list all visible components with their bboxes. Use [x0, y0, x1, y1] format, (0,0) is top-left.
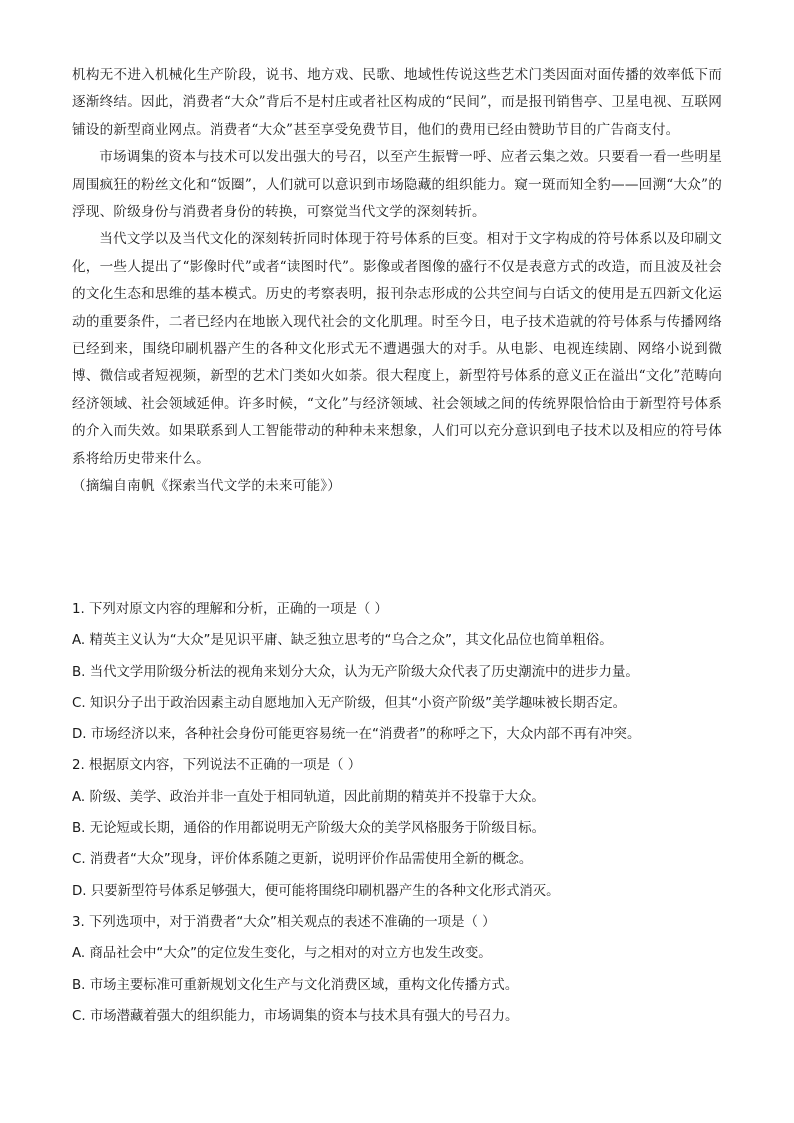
question-stem: [72, 750, 732, 781]
option-letter: B.: [72, 664, 86, 680]
question-number: 1.: [72, 602, 85, 617]
option-text: 知识分子出于政治因素主动自愿地加入无产阶级，但其“小资产阶级”美学趣味被长期否定。: [89, 695, 626, 711]
question-text: 根据原文内容，下列说法不正确的一项是（ ）: [89, 758, 362, 774]
question-stem: [72, 594, 732, 625]
option-letter: C.: [72, 852, 86, 868]
option-d: [72, 876, 732, 907]
reading-passage: [72, 62, 722, 501]
question-text: 下列选项中，对于消费者“大众”相关观点的表述不准确的一项是（ ）: [89, 914, 496, 930]
option-text: 精英主义认为“大众”是见识平庸、缺乏独立思考的“乌合之众”，其文化品位也简单粗俗。: [89, 633, 613, 649]
question-number: 3.: [72, 914, 85, 930]
option-letter: C.: [72, 695, 86, 711]
option-letter: A.: [72, 946, 86, 962]
passage-source: （摘编自南帆《探索当代文学的未来可能》）: [72, 478, 342, 495]
option-d: [72, 719, 732, 750]
option-text: 市场潜藏着强大的组织能力，市场调集的资本与技术具有强大的号召力。: [89, 1008, 519, 1024]
option-b: [72, 657, 732, 688]
question-1: [72, 594, 732, 750]
option-text: 无论短或长期，通俗的作用都说明无产阶级大众的美学风格服务于阶级目标。: [89, 821, 545, 837]
option-letter: D.: [72, 883, 87, 899]
option-c: [72, 688, 732, 719]
option-text: 商品社会中“大众”的定位发生变化，与之相对的对立方也发生改变。: [89, 946, 492, 962]
passage-paragraph: 当代文学以及当代文化的深刻转折同时体现于符号体系的巨变。相对于文字构成的符号体系以及印刷文化，一些人提出了“影像时代”或者“读图时代”。影像或者图像的盛行不仅是表意方式的改造，而且波及社会的文化生态和思维的基本模式。历史的考察表明，报刊杂志形成的公共空间与白话文的使用是五四新文化运动的重要条件，二者已经内在地嵌入现代社会的文化肌理。时至今日，电子技术造就的符号体系与传播网络已经到来，围绕印刷机器产生的各种文化形式无不遭遇强大的对手。从电影、电视连续剧、网络小说到微博、微信或者短视频，新型的艺术门类如火如荼。很大程度上，新型符号体系的意义正在溢出“文化”范畴向经济领域、社会领域延伸。许多时候，“文化”与经济领域、社会领域之间的传统界限恰恰由于新型符号体系的介入而失效。如果联系到人工智能带动的种种未来想象，人们可以充分意识到电子技术以及相应的符号体系将给历史带来什么。: [72, 231, 722, 467]
question-3: [72, 907, 732, 1032]
option-letter: D.: [72, 727, 87, 743]
option-text: 消费者“大众”现身，评价体系随之更新，说明评价作品需使用全新的概念。: [89, 852, 533, 868]
option-letter: C.: [72, 1008, 86, 1024]
option-b: [72, 970, 732, 1001]
option-text: 市场主要标准可重新规划文化生产与文化消费区域，重构文化传播方式。: [89, 977, 519, 993]
option-letter: A.: [72, 789, 86, 805]
passage-paragraph: 机构无不进入机械化生产阶段，说书、地方戏、民歌、地域性传说这些艺术门类因面对面传播的效率低下而逐渐终结。因此，消费者“大众”背后不是村庄或者社区构成的“民间”，而是报刊销售亭、卫星电视、互联网铺设的新型商业网点。消费者“大众”甚至享受免费节目，他们的费用已经由赞助节目的广告商支付。: [72, 67, 722, 138]
option-c: [72, 844, 732, 875]
option-b: [72, 813, 732, 844]
option-letter: B.: [72, 977, 86, 993]
option-text: 当代文学用阶级分析法的视角来划分大众，认为无产阶级大众代表了历史潮流中的进步力量。: [89, 664, 639, 680]
question-list: [72, 594, 732, 1032]
question-2: [72, 750, 732, 906]
option-a: [72, 782, 732, 813]
option-a: [72, 625, 732, 656]
option-letter: B.: [72, 821, 86, 837]
option-letter: A.: [72, 633, 86, 649]
option-text: 阶级、美学、政治并非一直处于相同轨道，因此前期的精英并不投靠于大众。: [89, 789, 545, 805]
question-text: 下列对原文内容的理解和分析，正确的一项是（ ）: [89, 602, 388, 617]
option-text: 市场经济以来，各种社会身份可能更容易统一在“消费者”的称呼之下，大众内部不再有冲突。: [90, 727, 641, 743]
option-c: [72, 1001, 732, 1032]
option-text: 只要新型符号体系足够强大，便可能将围绕印刷机器产生的各种文化形式消灭。: [90, 883, 560, 899]
question-stem: [72, 907, 732, 938]
question-number: 2.: [72, 758, 85, 774]
passage-paragraph: 市场调集的资本与技术可以发出强大的号召，以至产生振臂一呼、应者云集之效。只要看一看一些明星周围疯狂的粉丝文化和“饭圈”，人们就可以意识到市场隐藏的组织能力。窥一斑而知全豹——回溯“大众”的浮现、阶级身份与消费者身份的转换，可察觉当代文学的深刻转折。: [72, 149, 722, 221]
option-a: [72, 938, 732, 969]
